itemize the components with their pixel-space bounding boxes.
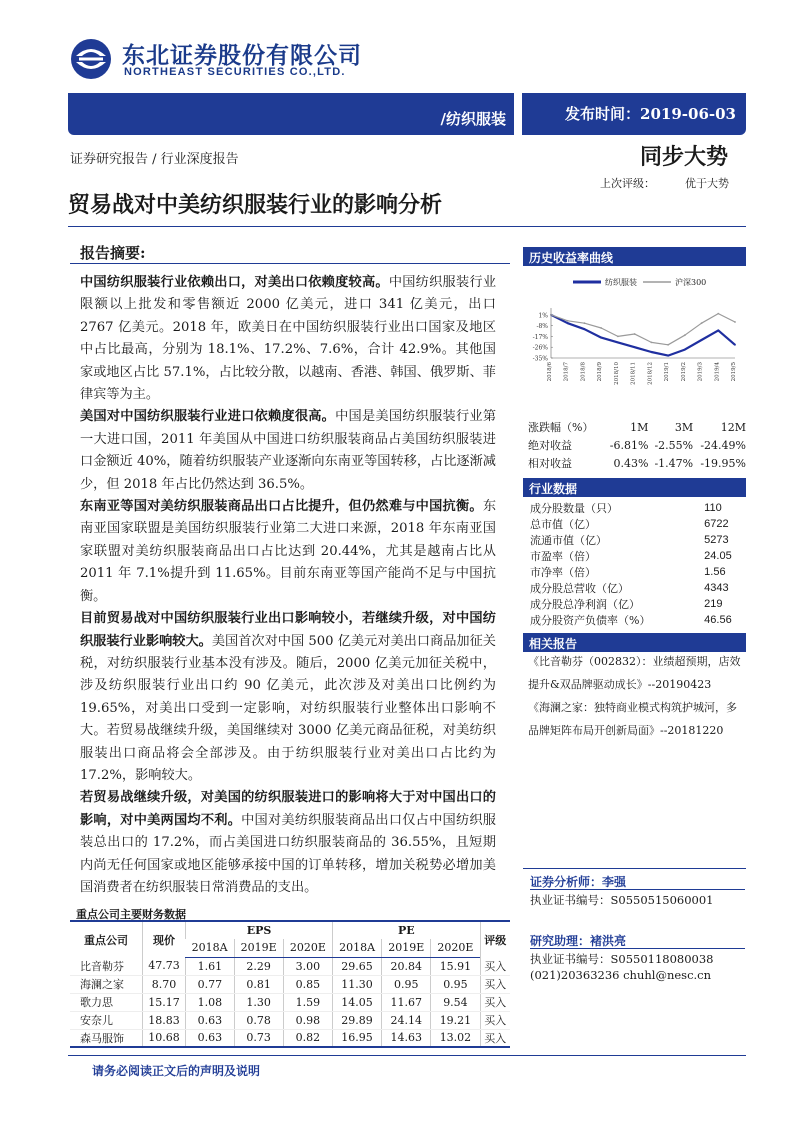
fin-value: 11.67	[382, 993, 431, 1011]
assistant-underline	[530, 948, 745, 949]
industry-label: 流通市值（亿）	[530, 534, 607, 547]
performance-row	[528, 436, 746, 454]
fin-price: 15.17	[142, 993, 185, 1011]
industry-row	[530, 500, 745, 516]
fin-rating: 买入	[480, 993, 510, 1011]
industry-value: 219	[704, 598, 723, 610]
y-tick-label: -26%	[532, 344, 548, 352]
fin-value: 0.95	[431, 975, 480, 993]
industry-row	[530, 612, 745, 628]
x-tick-label: 2018/9	[597, 362, 604, 382]
data-point	[701, 339, 703, 341]
x-tick-label: 2018/11	[630, 362, 637, 385]
summary-lead: 若贸易战继续升级，对美国的纺织服装进口的影响将大于对中国出口的影响，对中美两国均不利。	[80, 790, 496, 828]
fin-value: 14.05	[333, 993, 382, 1011]
fin-year: 2020E	[283, 939, 332, 957]
performance-heading: 涨跌幅（%）	[528, 421, 594, 434]
data-point	[600, 327, 602, 329]
fin-company-name: 歌力思	[70, 993, 142, 1011]
industry-row	[530, 596, 745, 612]
industry-row	[530, 532, 745, 548]
fin-company-name: 安奈儿	[70, 1011, 142, 1029]
analyst-name: 证券分析师：李强	[530, 875, 627, 889]
return-curve-chart	[523, 270, 746, 385]
data-point	[584, 322, 586, 324]
related-report-title[interactable]: 《比音勒芬（002832）：业绩超预期，店效提升&双品牌驱动成长》	[528, 655, 741, 691]
data-point	[684, 349, 686, 351]
y-tick-label: -8%	[536, 323, 548, 331]
y-tick-label: 1%	[538, 312, 548, 320]
data-point	[667, 344, 669, 346]
series-line	[551, 315, 735, 356]
x-tick-label: 2018/8	[580, 362, 587, 382]
data-point	[734, 344, 736, 346]
fin-rating: 买入	[480, 1029, 510, 1047]
industry-label: 成分股总净利润（亿）	[530, 598, 640, 611]
fin-value: 19.21	[431, 1011, 480, 1029]
data-point	[650, 342, 652, 344]
performance-col: 1M	[630, 420, 649, 434]
performance-header-row	[528, 418, 746, 436]
industry-label: 成分股总营收（亿）	[530, 582, 629, 595]
fin-year: 2019E	[382, 939, 431, 957]
summary-body	[80, 272, 496, 899]
related-report-title[interactable]: 《海澜之家：独特商业模式构筑护城河，多品牌矩阵布局开创新局面》	[528, 701, 737, 737]
x-tick-label: 2019/2	[680, 362, 687, 382]
data-point	[567, 322, 569, 324]
x-tick-label: 2018/6	[547, 362, 553, 382]
fin-price: 8.70	[142, 975, 185, 993]
fin-group-eps: EPS	[186, 921, 333, 939]
fin-price: 18.83	[142, 1011, 185, 1029]
fin-value: 29.89	[333, 1011, 382, 1029]
fin-value: 0.63	[186, 1011, 234, 1029]
fin-value: 0.77	[186, 975, 234, 993]
analyst-underline	[530, 889, 745, 890]
fin-value: 13.02	[431, 1029, 480, 1047]
fin-company-name: 海澜之家	[70, 975, 142, 993]
related-report-item[interactable]	[528, 696, 746, 742]
industry-row	[530, 580, 745, 596]
fin-value: 0.78	[234, 1011, 283, 1029]
report-type: 证券研究报告 / 行业深度报告	[70, 152, 239, 167]
summary-text: 中国是美国纺织服装行业第一大进口国，2011 年美国从中国进口纺织服装商品占美国纺织服装进口金额近 40%，随着纺织服装产业逐渐向东南亚等国转移，占比逐渐减少，但 2018 年占比仍然达到 36.5%。	[80, 409, 497, 492]
fin-value: 29.65	[333, 957, 382, 975]
fin-col-price: 现价	[142, 921, 185, 957]
summary-divider	[70, 263, 510, 264]
industry-label: 成分股资产负债率（%）	[530, 614, 651, 627]
fin-value: 0.98	[283, 1011, 332, 1029]
fin-year: 2018A	[186, 939, 234, 957]
performance-value: -19.95%	[700, 456, 746, 470]
industry-row	[530, 564, 745, 580]
x-tick-label: 2019/4	[714, 362, 721, 382]
fin-value: 1.30	[234, 993, 283, 1011]
summary-text: 中国纺织服装行业限额以上批发和零售额近 2000 亿美元，进口 341 亿美元，出口 2767 亿美元。2018 年，欧美日在中国纺织服装行业出口国家及地区中占比最高，分别为 18.1%、17.2%、7.6%，合计 42.9%。其他国家或地区占比 57.1%，占比较分散，以越南、香港、韩国、俄罗斯、菲律宾等为主。	[80, 275, 497, 403]
data-point	[684, 334, 686, 336]
performance-label: 相对收益	[528, 457, 572, 470]
fin-table-row	[70, 993, 510, 1011]
data-point	[634, 333, 636, 335]
x-tick-label: 2019/3	[697, 362, 704, 382]
sector-label: /纺织服装	[440, 110, 506, 128]
fin-value: 16.95	[333, 1029, 382, 1047]
summary-paragraph	[80, 608, 496, 787]
related-reports	[528, 650, 746, 742]
fin-value: 14.63	[382, 1029, 431, 1047]
fin-price: 47.73	[142, 957, 185, 975]
brand-name-en: NORTHEAST SECURITIES CO.,LTD.	[124, 66, 346, 78]
data-point	[584, 328, 586, 330]
fin-year: 2018A	[333, 939, 382, 957]
performance-value: -1.47%	[654, 456, 694, 470]
industry-data-table	[530, 500, 745, 628]
summary-text: 中国对美纺织服装商品出口仅占中国纺织服装总出口的 17.2%，而占美国进口纺织服装商品的 36.55%，且短期内尚无任何国家或地区能够承接中国的订单转移，增加关税势必增加美国消费者在纺织服装日常消费品的支出。	[80, 812, 496, 895]
related-report-date: --20181220	[660, 724, 724, 737]
page-title: 贸易战对中美纺织服装行业的影响分析	[68, 192, 443, 218]
fin-value: 0.95	[382, 975, 431, 993]
data-point	[634, 346, 636, 348]
performance-row	[528, 454, 746, 472]
industry-value: 6722	[704, 518, 729, 530]
data-point	[717, 313, 719, 315]
summary-lead: 中国纺织服装行业依赖出口，对美出口依赖度较高。	[80, 275, 389, 290]
sector-bar	[68, 93, 514, 135]
fin-value: 2.29	[234, 957, 283, 975]
performance-table	[528, 418, 746, 472]
legend-label: 纺织服装	[605, 278, 637, 287]
brand-name-cn: 东北证券股份有限公司	[122, 43, 362, 69]
summary-paragraph	[80, 406, 496, 496]
fin-company-name: 森马服饰	[70, 1029, 142, 1047]
fin-col-rating: 评级	[480, 921, 510, 957]
performance-col: 12M	[720, 420, 746, 434]
summary-lead: 美国对中国纺织服装行业进口依赖度很高。	[80, 409, 336, 425]
footer-divider	[68, 1055, 746, 1056]
industry-value: 1.56	[704, 566, 726, 578]
summary-paragraph	[80, 496, 496, 608]
y-tick-label: -35%	[532, 355, 548, 363]
fin-value: 0.63	[186, 1029, 234, 1047]
data-point	[550, 314, 552, 316]
title-divider	[68, 226, 746, 227]
rating-previous-label: 上次评级：	[600, 177, 655, 190]
performance-value: -2.55%	[654, 438, 694, 452]
footer-disclaimer[interactable]: 请务必阅读正文后的声明及说明	[92, 1064, 261, 1078]
fin-year: 2020E	[431, 939, 480, 957]
performance-label: 绝对收益	[528, 439, 572, 452]
fin-group-pe: PE	[333, 921, 481, 939]
y-tick-label: -17%	[532, 333, 548, 341]
industry-label: 总市值（亿）	[530, 518, 596, 531]
legend-label: 沪深300	[675, 278, 707, 287]
fin-value: 0.81	[234, 975, 283, 993]
financial-table	[70, 920, 510, 1048]
x-tick-label: 2019/5	[731, 362, 737, 382]
fin-table-title: 重点公司主要财务数据	[76, 908, 186, 921]
data-point	[717, 330, 719, 332]
fin-value: 9.54	[431, 993, 480, 1011]
data-point	[617, 336, 619, 338]
summary-heading: 报告摘要:	[80, 244, 146, 262]
fin-value: 15.91	[431, 957, 480, 975]
fin-value: 0.82	[283, 1029, 332, 1047]
fin-value: 1.61	[186, 957, 234, 975]
fin-price: 10.68	[142, 1029, 185, 1047]
fin-table-row	[70, 975, 510, 993]
fin-company-name: 比音勒芬	[70, 957, 142, 975]
summary-text: 东南亚国家联盟是美国纺织服装行业第二大进口来源，2018 年东南亚国家联盟对美纺织服装商品出口占比达到 20.44%，尤其是越南占比从 2011 年 7.1%提升到 11.65%。目前东南亚等国产能尚不足与中国抗衡。	[80, 499, 496, 604]
fin-value: 11.30	[333, 975, 382, 993]
analyst-divider	[523, 868, 746, 869]
data-point	[667, 355, 669, 357]
industry-value: 4343	[704, 582, 729, 594]
fin-value: 20.84	[382, 957, 431, 975]
summary-paragraph	[80, 787, 496, 899]
industry-heading: 行业数据	[523, 478, 746, 497]
rating-current: 同步大势	[640, 144, 729, 170]
data-point	[734, 321, 736, 323]
fin-rating: 买入	[480, 975, 510, 993]
assistant-contact: (021)20363236 chuhl@nesc.cn	[530, 968, 712, 982]
fin-header-row	[70, 921, 510, 939]
data-point	[567, 320, 569, 322]
data-point	[600, 337, 602, 339]
performance-value: 0.43%	[613, 456, 649, 470]
fin-rating: 买入	[480, 1011, 510, 1029]
summary-paragraph	[80, 272, 496, 406]
x-tick-label: 2018/10	[613, 362, 620, 385]
x-tick-label: 2018/7	[563, 362, 570, 382]
rating-previous-value: 优于大势	[685, 177, 729, 190]
fin-table-row	[70, 1029, 510, 1047]
company-logo-icon	[70, 38, 112, 80]
industry-label: 成分股数量（只）	[530, 502, 618, 515]
industry-value: 24.05	[704, 550, 732, 562]
fin-value: 1.59	[283, 993, 332, 1011]
related-report-date: --20190423	[647, 678, 712, 691]
performance-value: -24.49%	[700, 438, 746, 452]
performance-col: 3M	[674, 420, 694, 434]
industry-label: 市净率（倍）	[530, 566, 596, 579]
analyst-cert: 执业证书编号：S0550515060001	[530, 893, 714, 907]
industry-value: 110	[704, 502, 722, 514]
performance-value: -6.81%	[609, 438, 649, 452]
fin-value: 3.00	[283, 957, 332, 975]
related-report-item[interactable]	[528, 650, 746, 696]
reports-heading: 相关报告	[523, 633, 746, 652]
rating-previous	[600, 175, 729, 191]
industry-value: 46.56	[704, 614, 732, 626]
data-point	[617, 342, 619, 344]
publish-date: 发布时间：2019-06-03	[522, 93, 746, 135]
fin-value: 0.73	[234, 1029, 283, 1047]
assistant-name: 研究助理：褚洪亮	[530, 934, 627, 948]
summary-lead: 目前贸易战对中国纺织服装行业出口影响较小，若继续升级，对中国纺织服装行业影响较大。	[80, 611, 496, 649]
industry-value: 5273	[704, 534, 729, 546]
x-tick-label: 2019/1	[664, 362, 671, 382]
fin-year: 2019E	[234, 939, 283, 957]
series-line	[551, 314, 735, 345]
summary-text: 美国首次对中国 500 亿美元对美出口商品加征关税，对纺织服装行业基本没有涉及。随后，2000 亿美元加征关税中，涉及纺织服装行业出口约 90 亿美元，此次涉及对美出口比例约为 19.65%，对美出口受到一定影响，对纺织服装行业整体出口影响不大。若贸易战继续升级，美国继续对 3000 亿美元商品征税，对美纺织服装出口商品将会全部涉及。由于纺织服装行业对美出口占比约为 17.2%，影响较大。	[80, 633, 496, 783]
data-point	[701, 322, 703, 324]
x-tick-label: 2018/12	[647, 362, 654, 385]
industry-row	[530, 516, 745, 532]
chart-heading: 历史收益率曲线	[523, 247, 746, 266]
industry-label: 市盈率（倍）	[530, 550, 596, 563]
fin-table-row	[70, 957, 510, 975]
fin-table-row	[70, 1011, 510, 1029]
industry-row	[530, 548, 745, 564]
summary-lead: 东南亚等国对美纺织服装商品出口占比提升，但仍然难与中国抗衡。	[80, 499, 483, 515]
fin-col-company: 重点公司	[70, 921, 142, 957]
fin-value: 1.08	[186, 993, 234, 1011]
fin-value: 24.14	[382, 1011, 431, 1029]
assistant-cert: 执业证书编号：S0550118080038	[530, 952, 714, 966]
fin-value: 0.85	[283, 975, 332, 993]
data-point	[650, 351, 652, 353]
fin-rating: 买入	[480, 957, 510, 975]
